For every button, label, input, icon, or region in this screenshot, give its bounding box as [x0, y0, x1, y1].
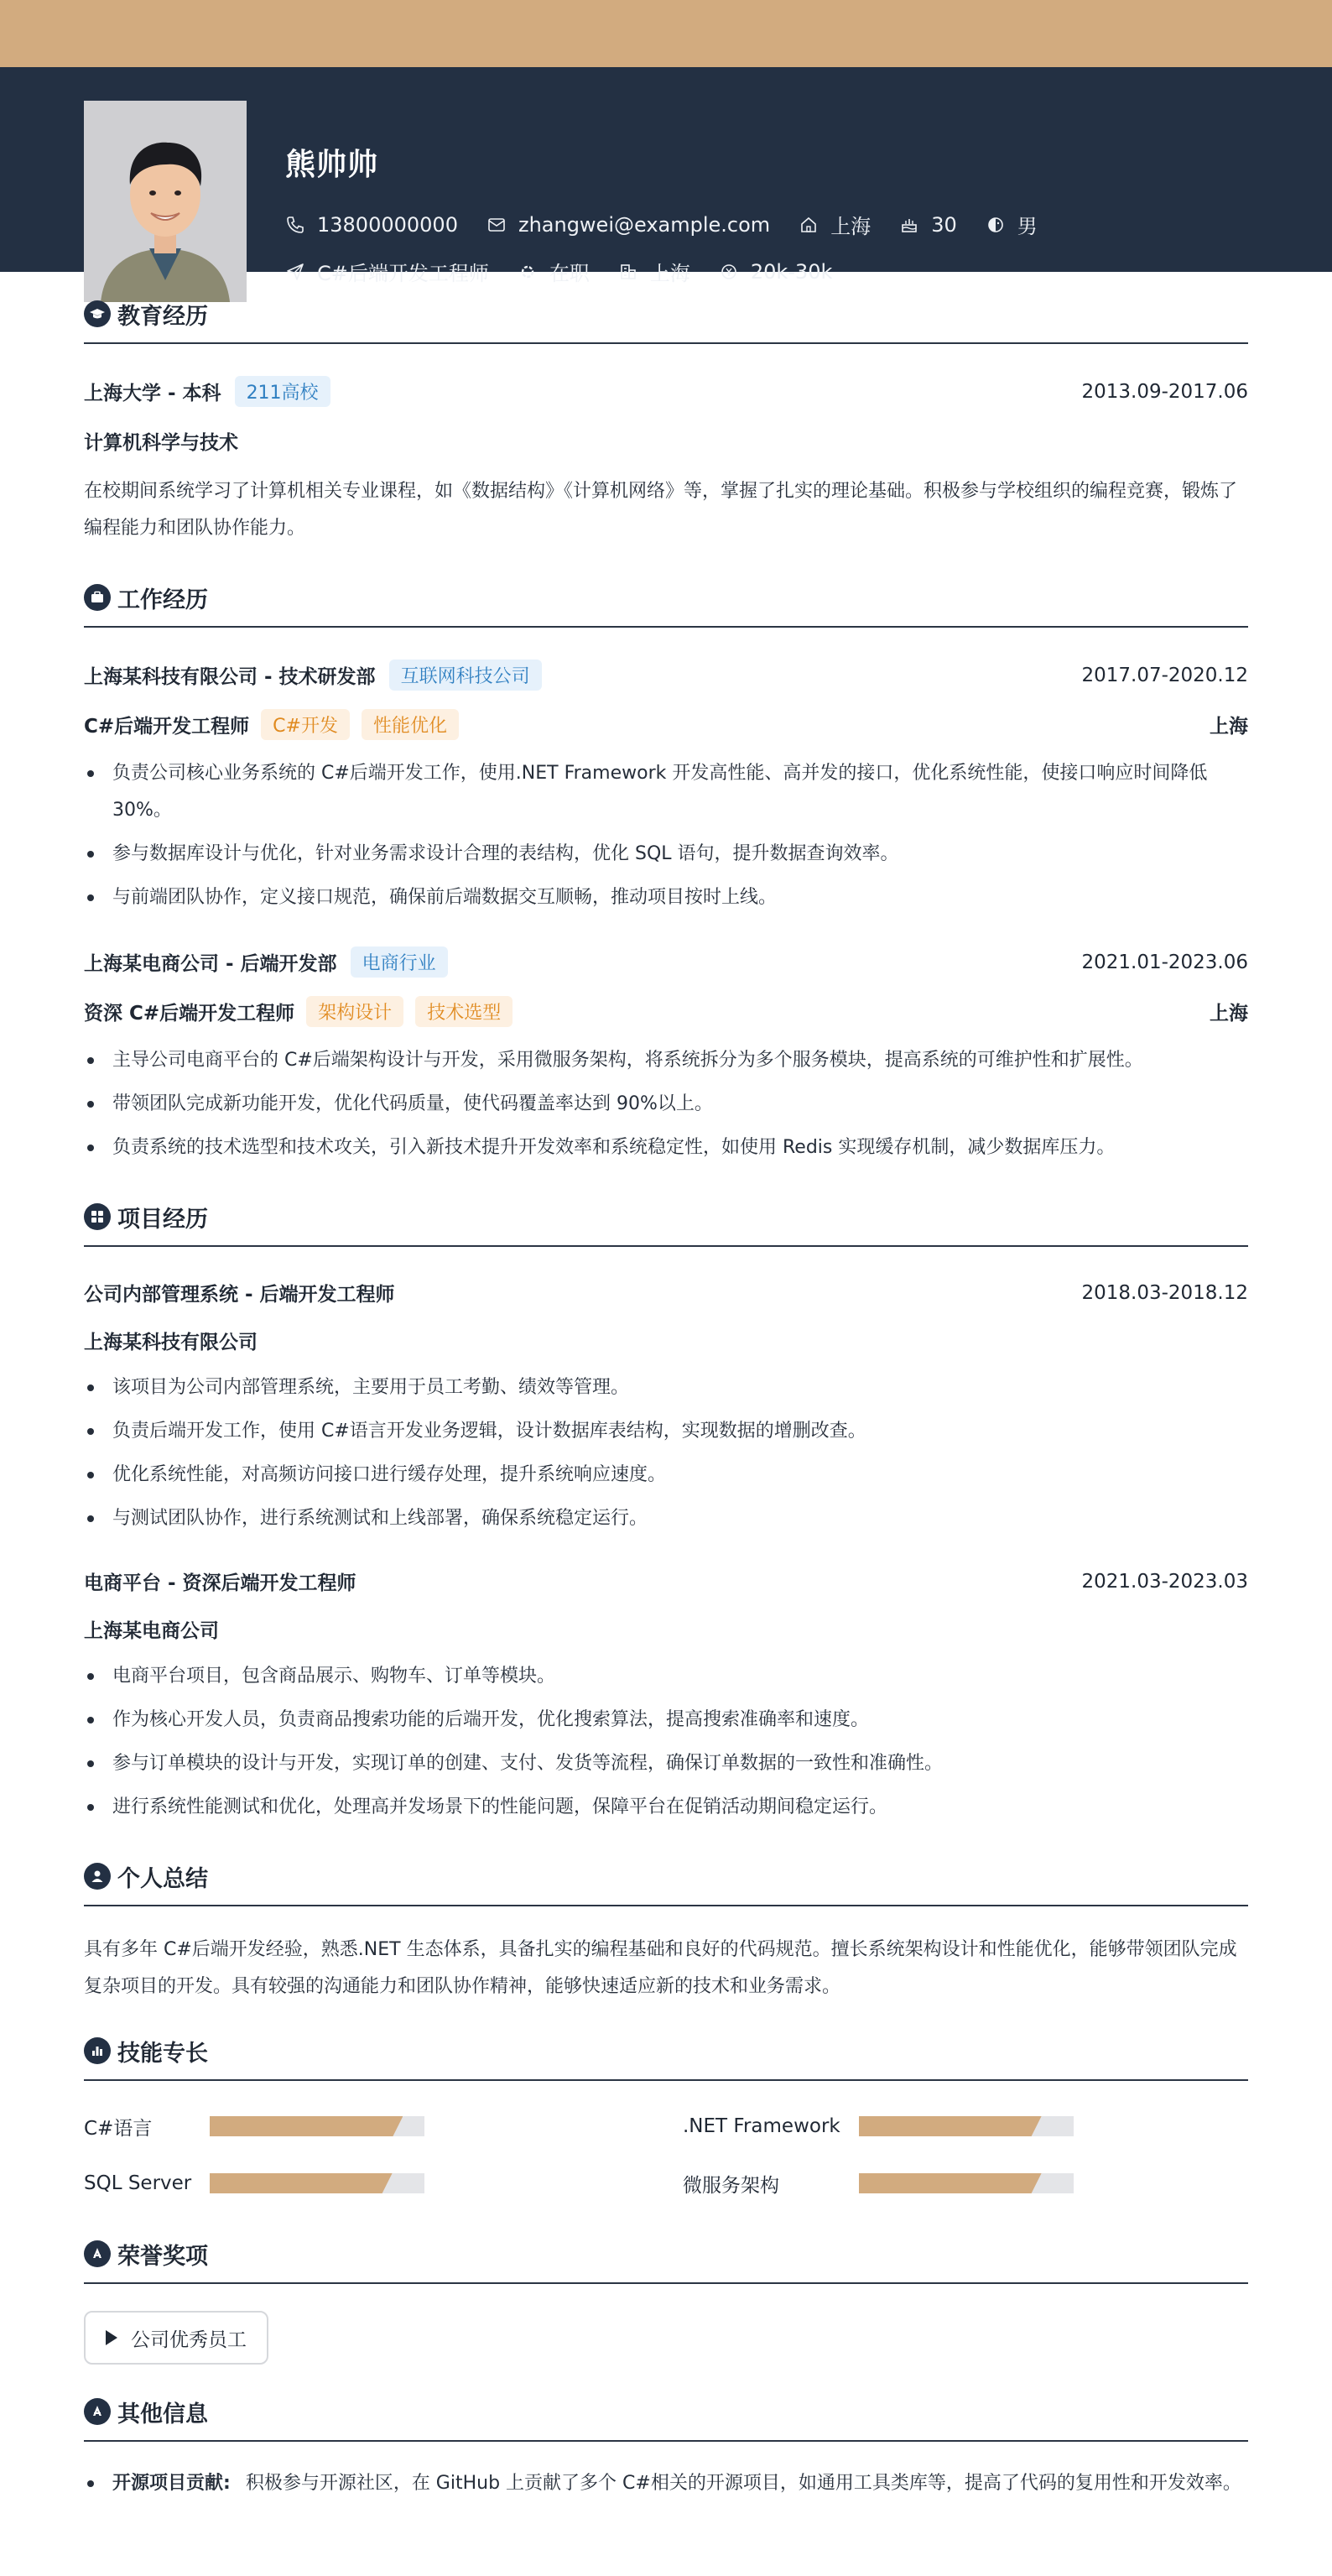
- list-item: 进行系统性能测试和优化，处理高并发场景下的性能问题，保障平台在促销活动期间稳定运行。: [84, 1789, 1248, 1826]
- project-entry: [84, 1544, 1248, 1826]
- phone-item: [285, 213, 458, 237]
- skill-tag: C#开发: [261, 709, 350, 740]
- company-name: 上海某电商公司 - 后端开发部 电商行业: [84, 946, 448, 978]
- skill-tag: 技术选型: [415, 996, 513, 1027]
- skill-bar: [859, 2173, 1074, 2193]
- industry-tag: 互联网科技公司: [389, 660, 542, 691]
- education-description: 在校期间系统学习了计算机相关专业课程，如《数据结构》《计算机网络》等，掌握了扎实的理论基础。积极参与学校组织的编程竞赛，锻炼了编程能力和团队协作能力。: [84, 481, 1238, 539]
- list-item: 参与订单模块的设计与开发，实现订单的创建、支付、发货等流程，确保订单数据的一致性和准确性。: [84, 1745, 1248, 1782]
- hometown-item: [799, 210, 871, 239]
- education-date: 2013.09-2017.06: [1081, 380, 1248, 403]
- awards-list: [84, 2311, 1248, 2365]
- skill-bar-fill: [210, 2173, 393, 2193]
- skill-bar-fill: [859, 2116, 1042, 2136]
- work-entry: [84, 628, 1248, 916]
- list-item: 负责后端开发工作，使用 C#语言开发业务逻辑，设计数据库表结构，实现数据的增删改查。: [84, 1413, 1248, 1450]
- play-triangle-icon: [106, 2330, 117, 2345]
- grid-icon: [84, 1203, 111, 1230]
- work-bullets: [84, 755, 1248, 916]
- summary-section-header: [84, 1834, 1248, 1906]
- other-label: 开源项目贡献:: [112, 2473, 231, 2494]
- list-item: 负责系统的技术选型和技术攻关，引入新技术提升开发效率和系统稳定性，如使用 Redis 实现缓存机制，减少数据库压力。: [84, 1129, 1248, 1166]
- other-text: 积极参与开源社区，在 GitHub 上贡献了多个 C#相关的开源项目，如通用工具类库等，提高了代码的复用性和开发效率。: [245, 2473, 1241, 2494]
- summary-text: 具有多年 C#后端开发经验，熟悉.NET 生态体系，具备扎实的编程基础和良好的代码规范。擅长系统架构设计和性能优化，能够带领团队完成复杂项目的开发。具有较强的沟通能力和团队协作精神，能够快速适应新的技术和业务需求。: [84, 1939, 1237, 1997]
- work-bullets: [84, 1042, 1248, 1166]
- skill-item: [84, 2098, 649, 2155]
- job-title-text: C#后端开发工程师: [317, 262, 489, 285]
- work-date: 2021.01-2023.06: [1081, 951, 1248, 973]
- award-icon: [84, 2240, 111, 2267]
- contact-row: [285, 210, 1066, 239]
- skill-bar: [210, 2116, 424, 2136]
- skill-name: SQL Server: [84, 2172, 192, 2194]
- school-tag: 211高校: [235, 376, 330, 407]
- info-icon: [84, 2398, 111, 2425]
- skill-name: .NET Framework: [683, 2115, 840, 2137]
- gender-icon: [986, 215, 1006, 235]
- list-item: 与前端团队协作，定义接口规范，确保前后端数据交互顺畅，推动项目按时上线。: [84, 879, 1248, 916]
- major-name: 计算机科学与技术: [84, 432, 238, 454]
- age-item: [899, 213, 957, 237]
- gender-text: 男: [1017, 215, 1038, 238]
- salary-text: 20k-30k: [750, 259, 833, 284]
- list-item: 优化系统性能，对高频访问接口进行缓存处理，提升系统响应速度。: [84, 1457, 1248, 1494]
- project-bullets: [84, 1658, 1248, 1826]
- skill-bar-fill: [859, 2173, 1042, 2193]
- list-item: 该项目为公司内部管理系统，主要用于员工考勤、绩效等管理。: [84, 1369, 1248, 1406]
- list-item: 负责公司核心业务系统的 C#后端开发工作，使用.NET Framework 开发高性能、高并发的接口，优化系统性能，使接口响应时间降低 30%。: [84, 755, 1248, 829]
- phone-icon: [285, 215, 305, 235]
- skill-bar: [210, 2173, 424, 2193]
- phone-text: 13800000000: [317, 212, 458, 237]
- skill-name: 微服务架构: [683, 2174, 779, 2197]
- profile-header: [0, 67, 1332, 285]
- role-name: 资深 C#后端开发工程师 架构设计 技术选型: [84, 996, 513, 1027]
- section-title: 个人总结: [117, 1865, 208, 1892]
- age-text: 30: [931, 212, 957, 237]
- gender-item: [986, 210, 1038, 239]
- section-title: 其他信息: [117, 2401, 208, 2427]
- skill-bar: [859, 2116, 1074, 2136]
- city-text: 上海: [649, 262, 690, 285]
- skill-name: C#语言: [84, 2117, 153, 2140]
- list-item: 与测试团队协作，进行系统测试和上线部署，确保系统稳定运行。: [84, 1500, 1248, 1537]
- awards-section-header: [84, 2212, 1248, 2284]
- list-item: 参与数据库设计与优化，针对业务需求设计合理的表结构，优化 SQL 语句，提升数据查询效率。: [84, 836, 1248, 873]
- section-title: 技能专长: [117, 2040, 208, 2067]
- skill-bar-fill: [210, 2116, 403, 2136]
- status-text: 在职: [549, 262, 590, 285]
- hometown-text: 上海: [830, 215, 872, 238]
- project-company: 上海某电商公司: [84, 1620, 219, 1642]
- skill-item: [84, 2155, 649, 2212]
- list-item: 带领团队完成新功能开发，优化代码质量，使代码覆盖率达到 90%以上。: [84, 1086, 1248, 1123]
- list-item: 电商平台项目，包含商品展示、购物车、订单等模块。: [84, 1658, 1248, 1695]
- work-date: 2017.07-2020.12: [1081, 664, 1248, 686]
- skills-section-header: [84, 2009, 1248, 2081]
- skills-grid: [84, 2098, 1248, 2212]
- user-icon: [84, 1863, 111, 1890]
- other-section-header: [84, 2370, 1248, 2442]
- work-entry: [84, 923, 1248, 1166]
- list-item: 主导公司电商平台的 C#后端架构设计与开发，采用微服务架构，将系统拆分为多个服务模块，提高系统的可维护性和扩展性。: [84, 1042, 1248, 1079]
- mail-icon: [486, 215, 507, 235]
- project-name: 电商平台 - 资深后端开发工程师: [84, 1572, 356, 1594]
- candidate-name: 熊帅帅: [285, 148, 379, 182]
- project-company: 上海某科技有限公司: [84, 1332, 258, 1353]
- skill-item: [683, 2155, 1248, 2212]
- section-title: 教育经历: [117, 303, 208, 330]
- skill-item: [683, 2098, 1248, 2155]
- bar-chart-icon: [84, 2037, 111, 2064]
- other-list: [84, 2465, 1248, 2502]
- work-location: 上海: [1210, 1003, 1248, 1025]
- project-bullets: [84, 1369, 1248, 1537]
- education-section-header: [84, 272, 1248, 344]
- section-title: 荣誉奖项: [117, 2243, 208, 2270]
- education-entry: [84, 344, 1248, 547]
- school-name: 上海大学 - 本科 211高校: [84, 376, 330, 407]
- projects-section-header: [84, 1175, 1248, 1247]
- top-accent-band: [0, 0, 1332, 67]
- industry-tag: 电商行业: [351, 946, 448, 978]
- award-label: 公司优秀员工: [131, 2328, 247, 2351]
- skill-tag: 架构设计: [306, 996, 403, 1027]
- briefcase-icon: [84, 584, 111, 611]
- section-title: 工作经历: [117, 587, 208, 613]
- graduation-cap-icon: [84, 300, 111, 327]
- project-date: 2018.03-2018.12: [1081, 1281, 1248, 1304]
- project-date: 2021.03-2023.03: [1081, 1570, 1248, 1593]
- home-icon: [799, 215, 819, 235]
- cake-icon: [899, 215, 919, 235]
- work-location: 上海: [1210, 716, 1248, 738]
- project-entry: [84, 1247, 1248, 1537]
- skill-tag: 性能优化: [362, 709, 459, 740]
- email-item: [486, 213, 770, 237]
- company-name: 上海某科技有限公司 - 技术研发部 互联网科技公司: [84, 660, 542, 691]
- role-name: C#后端开发工程师 C#开发 性能优化: [84, 709, 459, 740]
- list-item: 作为核心开发人员，负责商品搜索功能的后端开发，优化搜索算法，提高搜索准确率和速度。: [84, 1702, 1248, 1739]
- work-section-header: [84, 555, 1248, 628]
- resume-body: [84, 272, 1248, 2502]
- list-item: [84, 2465, 1248, 2502]
- section-title: 项目经历: [117, 1206, 208, 1233]
- project-name: 公司内部管理系统 - 后端开发工程师: [84, 1284, 395, 1306]
- award-item[interactable]: [84, 2311, 268, 2365]
- email-text: zhangwei@example.com: [518, 212, 771, 237]
